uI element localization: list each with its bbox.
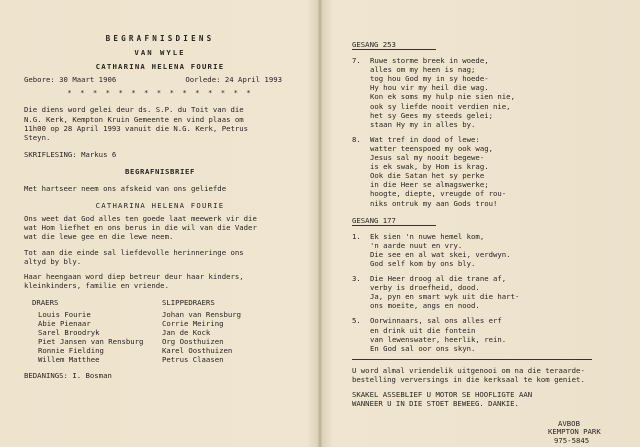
- scripture-reading: SKRIFLESING: Markus 6: [24, 149, 117, 159]
- page-fold: [318, 0, 322, 447]
- life-dates: [24, 75, 296, 84]
- pallbearer-name: Petrus Claasen: [162, 355, 224, 365]
- verse-line: watter teenspoed my ook wag,: [370, 143, 494, 153]
- hymn-verse: [352, 135, 620, 208]
- undertaker-name: AVBOB: [558, 419, 580, 428]
- verse-line: in die Heer se almagswerke;: [370, 180, 489, 190]
- verse-line: niks ontruk my aan Gods trou!: [370, 198, 498, 208]
- deceased-name: CATHARINA HELENA FOURIE: [95, 62, 225, 72]
- service-line: 11h00 op 28 April 1993 vanuit die N.G. Kerk, Petrus: [24, 123, 249, 133]
- service-line: Die diens word gelei deur ds. S.P. du Toit van die: [24, 105, 244, 115]
- verse-line: Ruwe storme breek in woede,: [370, 56, 489, 66]
- verse-line: ook sy liefde nooit verdien nie,: [370, 101, 511, 111]
- verse-line: van lewenswater, heerlik, rein.: [370, 334, 507, 344]
- verse-line: Ja, pyn en smart wyk uit die hart-: [370, 292, 520, 302]
- verse-line: Die see en al wat skei, verdwyn.: [370, 249, 511, 259]
- pallbearer-name: Corrie Meiring: [162, 319, 224, 329]
- verse-line: alles om my heen is nag;: [370, 65, 476, 75]
- invitation: [352, 366, 620, 384]
- verse-line: Hy hou vir my heil die wag.: [370, 83, 489, 93]
- hymn-verse: [352, 274, 620, 310]
- bearers-heading: DRAERS: [32, 297, 59, 307]
- bearer-name: Louis Fourie: [38, 309, 91, 319]
- death-date: Oorlede: 24 April 1993: [185, 75, 282, 85]
- letter-line: Ons weet dat God alles ten goede laat meewerk vir die: [24, 214, 257, 224]
- verse-line: Oorwinnaars, sal ons alles erf: [370, 316, 502, 326]
- hymn-177-heading: GESANG 177: [352, 216, 436, 226]
- pallbearer-name: Jan de Kock: [162, 328, 211, 338]
- pallbearers-column: [162, 298, 292, 365]
- verse-lines: [370, 232, 511, 268]
- undertaker-branch: KEMPTON PARK: [548, 427, 601, 437]
- letter-line: wat die lewe gee en die lewe neem.: [24, 232, 174, 242]
- divider-rule: [352, 359, 592, 360]
- hymn-253-heading: GESANG 253: [352, 40, 436, 50]
- service-line: Steyn.: [24, 132, 51, 142]
- letter-intro: Met hartseer neem ons afskeid van ons geliefde: [24, 184, 227, 194]
- van-wyle: VAN WYLE: [134, 48, 186, 58]
- right-page: [352, 40, 620, 408]
- pallbearers-heading: SLIPPEDRAERS: [162, 297, 215, 307]
- verse-line: hoogte, diepte, vreugde of rou-: [370, 189, 507, 199]
- invitation-line: U word almal vriendelik uitgenooi om na die teraarde-: [352, 365, 585, 375]
- verse-line: Die Heer droog al die trane af,: [370, 274, 507, 284]
- undertaker-signature: [548, 420, 628, 445]
- letter-heading: BEGRAFNISBRIEF: [125, 166, 195, 176]
- bearers-column: [32, 298, 162, 365]
- service-line: N.G. Kerk, Kempton Kruin Gemeente en vind plaas om: [24, 114, 244, 124]
- hymn-verse: [352, 316, 620, 352]
- verse-line: tog hou God my in sy hoede-: [370, 74, 489, 84]
- memory-paragraph: [24, 248, 296, 266]
- bearers-section: [32, 298, 296, 365]
- verse-line: ons moeite, angs en nood.: [370, 301, 480, 311]
- service-title: BEGRAFNISDIENS: [105, 34, 215, 43]
- undertaker-phone: 975-5845: [554, 435, 590, 445]
- verse-lines: [370, 135, 506, 208]
- verse-line: staan Hy my in alles by.: [370, 119, 476, 129]
- headlights-notice: [352, 390, 620, 408]
- bearer-name: Willem Matthee: [38, 355, 100, 365]
- bearer-name: Piet Jansen van Rensburg: [38, 337, 144, 347]
- verse-line: 'n aarde nuut en vry.: [370, 240, 463, 250]
- verse-number: 3.: [352, 274, 361, 284]
- thanks-line: BEDANINGS: I. Bosman: [24, 370, 112, 380]
- pallbearer-name: Johan van Rensburg: [162, 309, 242, 319]
- star-divider: * * * * * * * * * * * * * * *: [67, 88, 253, 98]
- verse-lines: [370, 56, 515, 129]
- letter-name: CATHARINA HELENA FOURIE: [95, 201, 225, 211]
- bearer-name: Abie Pienaar: [38, 319, 91, 329]
- verse-line: Ek sien 'n nuwe hemel kom,: [370, 231, 485, 241]
- birth-date: Gebore: 30 Maart 1906: [24, 75, 117, 85]
- verse-number: 1.: [352, 231, 361, 241]
- verse-lines: [370, 316, 506, 352]
- bearer-name: Ronnie Fielding: [38, 346, 104, 356]
- verse-line: Jesus sal my nooit begewe-: [370, 153, 485, 163]
- verse-line: en drink uit die fontein: [370, 325, 476, 335]
- verse-number: 7.: [352, 56, 361, 66]
- notice-line: WANNEER U IN DIE STOET BEWEEG. DANKIE.: [352, 399, 519, 409]
- farewell-line: Haar heengaan word diep betreur deur haar kinders,: [24, 271, 244, 281]
- left-page: [24, 34, 296, 380]
- verse-number: 5.: [352, 316, 361, 326]
- hymn-verse: [352, 56, 620, 129]
- verse-number: 8.: [352, 134, 361, 144]
- verse-line: Ook die Satan het sy perke: [370, 171, 485, 181]
- verse-line: Wat tref in dood of lewe:: [370, 134, 480, 144]
- memory-line: Tot aan die einde sal liefdevolle herinneringe ons: [24, 247, 244, 257]
- service-details: [24, 105, 296, 141]
- pallbearer-name: Org Oosthuizen: [162, 337, 224, 347]
- letter-line: wat Hom liefhet en ons berus in die wil van die Vader: [24, 223, 257, 233]
- bearer-name: Sarel Broodryk: [38, 328, 100, 338]
- notice-line: SKAKEL ASSEBLIEF U MOTOR SE HOOFLIGTE AAN: [352, 390, 533, 399]
- verse-line: God self kom by ons bly.: [370, 258, 476, 268]
- verse-line: Kon ek soms my hulp nie sien nie,: [370, 92, 515, 102]
- farewell-paragraph: [24, 272, 296, 290]
- verse-line: het sy Gees my steeds gelei;: [370, 110, 494, 120]
- memory-line: altyd by bly.: [24, 256, 82, 266]
- hymn-verse: [352, 232, 620, 268]
- verse-lines: [370, 274, 519, 310]
- verse-line: is ek swak, by Hom is krag.: [370, 162, 489, 172]
- invitation-line: bestelling verversings in die kerksaal te kom geniet.: [352, 374, 585, 384]
- verse-line: En God sal oor ons skyn.: [370, 343, 476, 353]
- farewell-line: kleinkinders, familie en vriende.: [24, 280, 169, 290]
- pallbearer-name: Karel Oosthuizen: [162, 346, 233, 356]
- letter-paragraph: [24, 214, 296, 241]
- verse-line: verby is droefheid, dood.: [370, 283, 480, 293]
